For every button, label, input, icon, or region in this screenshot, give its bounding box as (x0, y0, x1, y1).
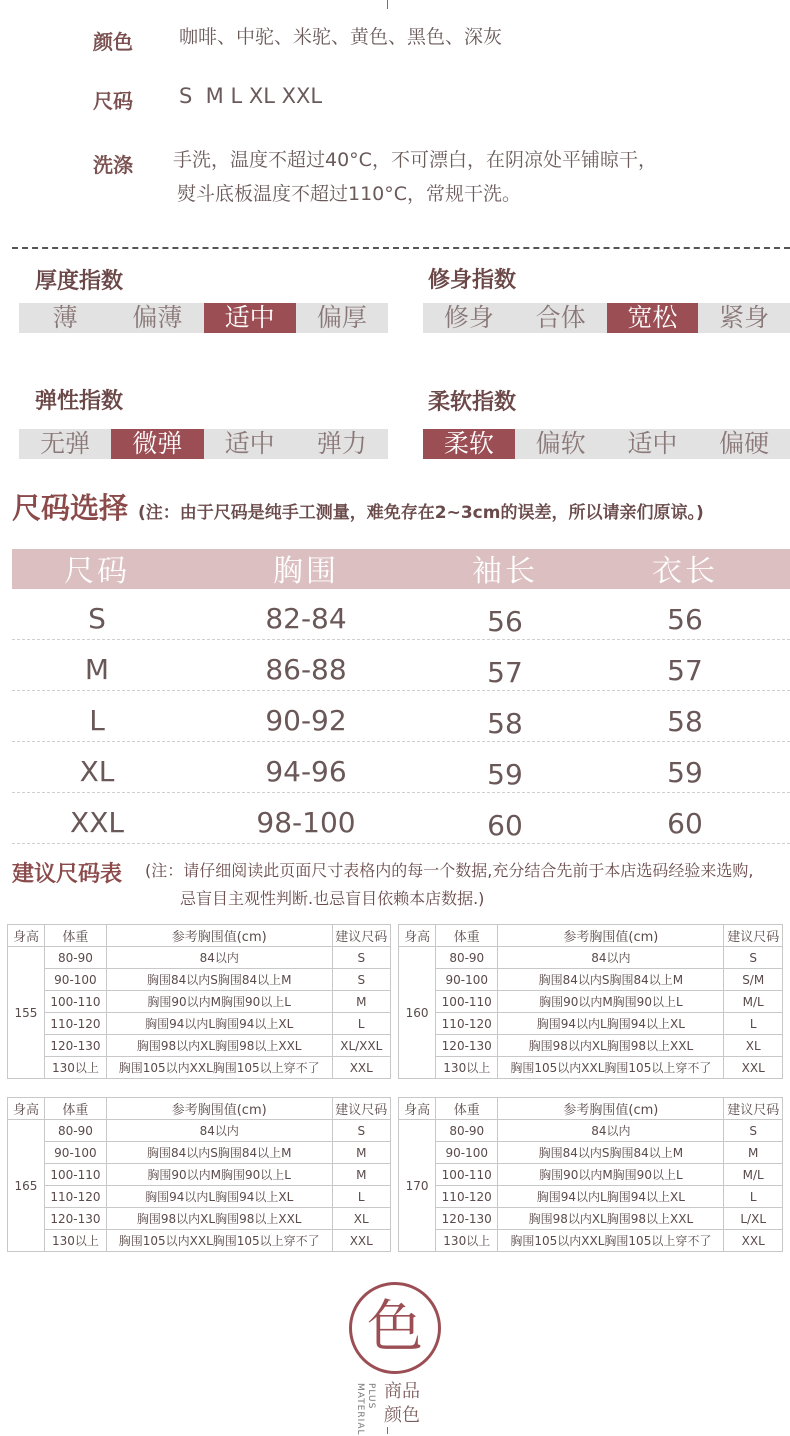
suggest-cell: 胸围105以内XXL胸围105以上穿不了 (498, 1230, 724, 1252)
index-option: 柔软 (423, 429, 515, 459)
suggest-table-165 (7, 1097, 391, 1252)
info-size-row (93, 85, 322, 114)
suggest-height-cell: 165 (8, 1120, 45, 1252)
footer-cn-text (384, 1380, 420, 1428)
suggest-cell: 80-90 (44, 947, 106, 969)
suggest-cell: L (332, 1186, 390, 1208)
suggest-cell: 胸围90以内M胸围90以上L (106, 991, 332, 1013)
size-table (12, 549, 790, 844)
size-value: S M L XL XXL (179, 84, 323, 108)
softness-index-bar (423, 429, 790, 459)
suggest-cell: 120-130 (44, 1208, 106, 1230)
size-table-body (12, 589, 790, 844)
suggest-row (399, 1142, 783, 1164)
index-option: 无弹 (40, 429, 91, 458)
suggest-cell: 130以上 (44, 1230, 106, 1252)
suggest-cell: 90-100 (436, 1142, 498, 1164)
suggest-cell: 胸围90以内M胸围90以上L (106, 1164, 332, 1186)
suggest-header-cell: 体重 (436, 925, 498, 947)
suggest-row (399, 969, 783, 991)
size-table-cell: 98-100 (256, 806, 356, 839)
suggest-header-cell: 身高 (399, 1098, 436, 1120)
suggest-note-line-2: 忌盲目主观性判断.也忌盲目依赖本店数据.) (180, 889, 485, 908)
suggest-cell: S (724, 1120, 783, 1142)
suggest-header-cell: 体重 (436, 1098, 498, 1120)
size-table-cell: 57 (487, 656, 523, 689)
suggest-header-cell: 身高 (399, 925, 436, 947)
index-option: 适中 (224, 429, 275, 458)
suggest-cell: XXL (724, 1230, 783, 1252)
suggest-cell: XL/XXL (332, 1035, 390, 1057)
suggest-row (8, 1035, 391, 1057)
size-table-cell: 58 (487, 707, 523, 740)
suggest-row (399, 1208, 783, 1230)
color-label: 颜色 (93, 30, 133, 54)
suggest-cell: 胸围105以内XXL胸围105以上穿不了 (498, 1057, 724, 1079)
bottom-connector-line (387, 1427, 388, 1434)
suggest-cell: 110-120 (436, 1186, 498, 1208)
index-option: 微弹 (111, 429, 203, 459)
size-table-cell: 82-84 (265, 602, 347, 635)
suggest-cell: 胸围105以内XXL胸围105以上穿不了 (106, 1230, 332, 1252)
index-option: 偏软 (535, 429, 586, 458)
size-table-cell: 94-96 (265, 755, 347, 788)
suggest-header-cell: 体重 (44, 925, 106, 947)
index-option: 偏硬 (719, 429, 770, 458)
size-table-cell: 59 (487, 758, 523, 791)
size-table-cell: 60 (667, 807, 703, 840)
size-table-cell: 60 (487, 809, 523, 842)
suggest-cell: 80-90 (436, 1120, 498, 1142)
suggest-cell: 胸围90以内M胸围90以上L (498, 1164, 724, 1186)
suggest-cell: 100-110 (44, 991, 106, 1013)
suggest-row (8, 1186, 391, 1208)
suggest-cell: 胸围84以内S胸围84以上M (498, 1142, 724, 1164)
suggest-cell: 100-110 (436, 1164, 498, 1186)
suggest-row (399, 1035, 783, 1057)
size-table-row (12, 742, 790, 793)
softness-index-title: 柔软指数 (428, 390, 517, 415)
size-table-cell: 56 (667, 603, 703, 636)
index-option: 适中 (204, 303, 296, 333)
size-select-note: (注：由于尺码是纯手工测量，难免存在2~3cm的误差，所以请亲们原谅。) (138, 503, 704, 523)
fit-index-title: 修身指数 (428, 268, 517, 293)
suggest-row (399, 1057, 783, 1079)
suggest-row (399, 1013, 783, 1035)
suggest-cell: 胸围94以内L胸围94以上XL (498, 1186, 724, 1208)
suggest-cell: M/L (724, 1164, 783, 1186)
suggest-cell: XXL (724, 1057, 783, 1079)
size-header-length: 衣长 (652, 554, 718, 589)
suggest-header-cell: 参考胸围值(cm) (498, 925, 724, 947)
suggest-cell: M (724, 1142, 783, 1164)
size-table-cell: L (89, 704, 105, 737)
footer-en-text: PLUS MATERIAL (355, 1383, 376, 1436)
suggest-table-170 (398, 1097, 783, 1252)
size-table-cell: 86-88 (265, 653, 347, 686)
top-connector-line (387, 0, 388, 9)
suggest-table-155 (7, 924, 391, 1079)
suggest-cell: 90-100 (44, 1142, 106, 1164)
size-table-cell: XL (79, 755, 115, 788)
suggest-header-cell: 体重 (44, 1098, 106, 1120)
suggest-cell: 120-130 (44, 1035, 106, 1057)
suggest-cell: 110-120 (44, 1013, 106, 1035)
suggest-note-line-1: (注：请仔细阅读此页面尺寸表格内的每一个数据,充分结合先前于本店选码经验来选购, (145, 861, 754, 880)
wash-line-1: 手洗，温度不超过40°C，不可漂白，在阴凉处平铺晾干， (173, 149, 657, 171)
fit-index-bar (423, 303, 790, 333)
index-option: 适中 (627, 429, 678, 458)
suggest-cell: 84以内 (498, 947, 724, 969)
suggest-header-cell: 建议尺码 (332, 1098, 390, 1120)
color-emblem (349, 1282, 441, 1374)
suggest-cell: 84以内 (498, 1120, 724, 1142)
size-header-sleeve: 袖长 (472, 554, 538, 589)
suggest-cell: S (724, 947, 783, 969)
suggest-cell: XXL (332, 1230, 390, 1252)
suggest-cell: L (724, 1013, 783, 1035)
wash-label: 洗涤 (93, 153, 133, 177)
suggest-cell: 100-110 (44, 1164, 106, 1186)
suggest-cell: S (332, 1120, 390, 1142)
footer-cn-line-1: 商品 (384, 1381, 420, 1402)
section-divider (12, 247, 790, 249)
size-header-chest: 胸围 (273, 554, 339, 589)
suggest-cell: M (332, 991, 390, 1013)
suggest-cell: S (332, 969, 390, 991)
suggest-cell: 胸围90以内M胸围90以上L (498, 991, 724, 1013)
suggest-header-cell: 身高 (8, 1098, 45, 1120)
info-wash-row (93, 149, 657, 212)
suggest-cell: 130以上 (436, 1057, 498, 1079)
size-label: 尺码 (93, 89, 133, 113)
suggest-cell: M/L (724, 991, 783, 1013)
suggest-cell: XL (332, 1208, 390, 1230)
footer-cn-line-2: 颜色 (384, 1405, 420, 1426)
suggest-header-cell: 建议尺码 (332, 925, 390, 947)
suggest-row (8, 969, 391, 991)
suggest-cell: S (332, 947, 390, 969)
size-table-cell: 57 (667, 654, 703, 687)
size-table-row (12, 589, 790, 640)
suggest-cell: 胸围84以内S胸围84以上M (106, 969, 332, 991)
suggest-row (399, 1120, 783, 1142)
suggest-row (399, 1164, 783, 1186)
suggest-cell: 80-90 (44, 1120, 106, 1142)
suggest-cell: XXL (332, 1057, 390, 1079)
suggest-height-cell: 170 (399, 1120, 436, 1252)
suggest-cell: 胸围98以内XL胸围98以上XXL (106, 1208, 332, 1230)
size-table-cell: S (88, 602, 106, 635)
suggest-row (399, 947, 783, 969)
suggest-height-cell: 155 (8, 947, 45, 1079)
suggest-header-cell: 建议尺码 (724, 925, 783, 947)
index-option: 偏薄 (132, 303, 183, 332)
suggest-cell: 100-110 (436, 991, 498, 1013)
suggest-header-cell: 参考胸围值(cm) (106, 1098, 332, 1120)
suggest-cell: L (724, 1186, 783, 1208)
index-option: 薄 (52, 303, 78, 332)
index-option: 弹力 (316, 429, 367, 458)
size-select-title: 尺码选择 (12, 491, 129, 525)
suggest-cell: 胸围98以内XL胸围98以上XXL (106, 1035, 332, 1057)
size-table-cell: 90-92 (265, 704, 347, 737)
suggest-cell: 胸围84以内S胸围84以上M (106, 1142, 332, 1164)
suggest-header-cell: 建议尺码 (724, 1098, 783, 1120)
suggest-row (8, 1230, 391, 1252)
size-table-cell: 59 (667, 756, 703, 789)
index-option: 宽松 (607, 303, 699, 333)
suggest-cell: 84以内 (106, 947, 332, 969)
elasticity-index-bar (19, 429, 388, 459)
suggest-header-row (8, 925, 391, 947)
suggest-table-160 (398, 924, 783, 1079)
thickness-index-title: 厚度指数 (35, 269, 124, 294)
suggest-cell: M (332, 1142, 390, 1164)
suggest-header-row (399, 1098, 783, 1120)
index-option: 偏厚 (316, 303, 367, 332)
suggest-cell: 胸围94以内L胸围94以上XL (106, 1186, 332, 1208)
size-table-cell: 56 (487, 605, 523, 638)
suggest-cell: 120-130 (436, 1208, 498, 1230)
color-value: 咖啡、中驼、米驼、黄色、黑色、深灰 (179, 26, 503, 48)
suggest-cell: 胸围94以内L胸围94以上XL (106, 1013, 332, 1035)
size-table-row (12, 691, 790, 742)
suggest-cell: 130以上 (436, 1230, 498, 1252)
thickness-index-bar (19, 303, 388, 333)
suggest-row (8, 1208, 391, 1230)
suggest-row (8, 1142, 391, 1164)
suggest-header-row (399, 925, 783, 947)
suggest-header-row (8, 1098, 391, 1120)
index-option: 紧身 (719, 303, 770, 332)
size-table-cell: 58 (667, 705, 703, 738)
suggest-row (399, 1230, 783, 1252)
suggest-cell: 110-120 (436, 1013, 498, 1035)
suggest-cell: 120-130 (436, 1035, 498, 1057)
suggest-row (8, 947, 391, 969)
size-table-cell: XXL (70, 806, 124, 839)
index-option: 合体 (535, 303, 586, 332)
suggest-cell: XL (724, 1035, 783, 1057)
suggest-row (8, 1120, 391, 1142)
size-table-row (12, 640, 790, 691)
suggest-header-cell: 参考胸围值(cm) (498, 1098, 724, 1120)
info-color-row (93, 26, 502, 55)
suggest-header-cell: 参考胸围值(cm) (106, 925, 332, 947)
suggest-row (399, 991, 783, 1013)
suggest-cell: L/XL (724, 1208, 783, 1230)
size-header-size: 尺码 (64, 554, 130, 589)
suggest-cell: 胸围94以内L胸围94以上XL (498, 1013, 724, 1035)
suggest-cell: L (332, 1013, 390, 1035)
suggest-cell: M (332, 1164, 390, 1186)
color-emblem-char: 色 (367, 1295, 423, 1360)
suggest-cell: 130以上 (44, 1057, 106, 1079)
suggest-row (8, 1164, 391, 1186)
size-table-row (12, 793, 790, 844)
elasticity-index-title: 弹性指数 (35, 389, 124, 414)
suggest-cell: 80-90 (436, 947, 498, 969)
index-option: 修身 (443, 303, 494, 332)
wash-line-2: 熨斗底板温度不超过110°C，常规干洗。 (177, 183, 522, 205)
suggest-title: 建议尺码表 (12, 862, 123, 887)
suggest-cell: 110-120 (44, 1186, 106, 1208)
suggest-row (8, 1057, 391, 1079)
size-table-header (12, 549, 790, 589)
suggest-row (8, 991, 391, 1013)
suggest-cell: 胸围84以内S胸围84以上M (498, 969, 724, 991)
size-table-cell: M (84, 653, 110, 686)
suggest-cell: 90-100 (436, 969, 498, 991)
suggest-cell: 胸围98以内XL胸围98以上XXL (498, 1208, 724, 1230)
suggest-cell: S/M (724, 969, 783, 991)
suggest-cell: 胸围98以内XL胸围98以上XXL (498, 1035, 724, 1057)
suggest-row (8, 1013, 391, 1035)
suggest-height-cell: 160 (399, 947, 436, 1079)
wash-value (173, 149, 657, 212)
suggest-row (399, 1186, 783, 1208)
suggest-cell: 胸围105以内XXL胸围105以上穿不了 (106, 1057, 332, 1079)
suggest-header-cell: 身高 (8, 925, 45, 947)
suggest-cell: 90-100 (44, 969, 106, 991)
suggest-cell: 84以内 (106, 1120, 332, 1142)
